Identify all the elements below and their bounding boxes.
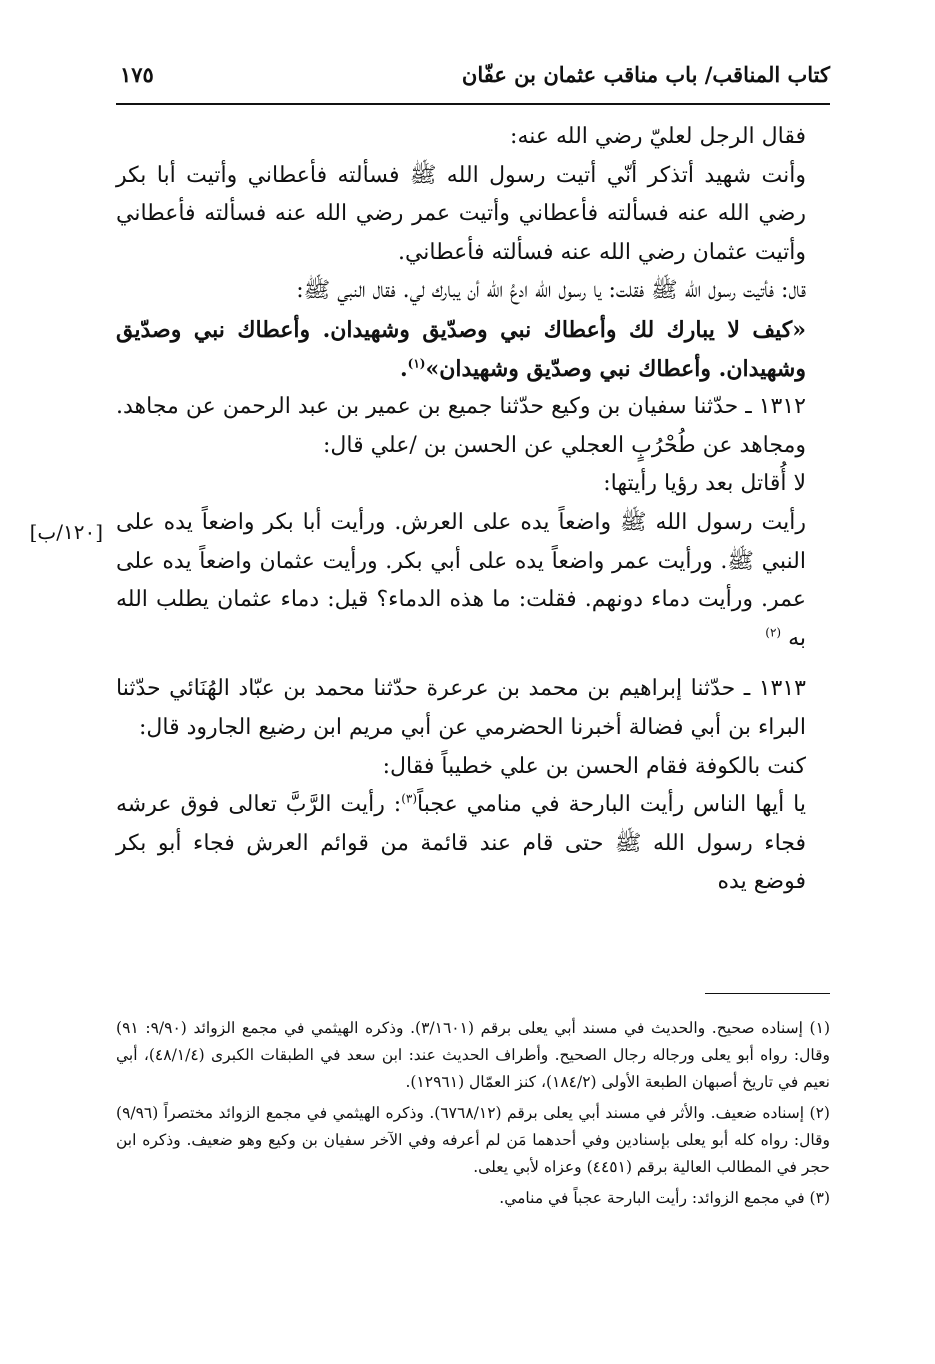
text-paragraph: كنت بالكوفة فقام الحسن بن علي خطيباً فقال: — [382, 753, 806, 779]
footnotes — [116, 1015, 830, 1216]
footnote-ref: (٣) — [401, 791, 418, 806]
text-paragraph: لا أُقاتل بعد رؤيا رأيتها: — [603, 471, 806, 497]
header-divider — [116, 103, 830, 105]
text-paragraph: وأنت شهيد أتذكر أنّي أتيت رسول الله ﷺ فسألته فأعطاني وأتيت أبا بكر رضي الله عنه فسألته فأعطاني وأتيت عمر رضي الله عنه فسألته فأعطاني وأتيت عثمان رضي الله عنه فسألته فأعطاني. — [116, 162, 806, 265]
hadith-1313: ١٣١٣ ـ حدّثنا إبراهيم بن محمد بن عرعرة حدّثنا محمد بن عبّاد الهُنَائي حدّثنا البراء بن أبي فضالة أخبرنا الحضرمي عن أبي مريم ابن رضيع الجارود قال: — [116, 676, 806, 740]
text-paragraph: قال: فأتيت رسول الله ﷺ فقلت: يا رسول الله ادعُ الله أن يبارك لي. فقال النبي ﷺ: — [296, 278, 806, 304]
text-span: يا أيها الناس رأيت البارحة في منامي عجباً — [417, 792, 806, 818]
hadith-quote: «كيف لا يبارك لك وأعطاك نبي وصدّيق وشهيدان. وأعطاك نبي وصدّيق وشهيدان. وأعطاك نبي وصدّيق وشهيدان»$^{(١)}$. — [116, 316, 806, 382]
footnote-divider — [705, 993, 830, 994]
hadith-1312: ١٣١٢ ـ حدّثنا سفيان بن وكيع حدّثنا جميع بن عمير بن عبد الرحمن عن مجاهد. ومجاهد عن طُحْرُبٍ العجلي عن الحسن بن /علي قال: — [116, 394, 806, 458]
text-paragraph — [116, 504, 830, 658]
text-paragraph — [116, 786, 830, 902]
manuscript-folio-marker: [١٢٠/ب] — [29, 520, 103, 544]
footnote-ref: (١) — [407, 356, 426, 371]
text-span: رأيت رسول الله ﷺ واضعاً يده على العرش. ورأيت أبا بكر واضعاً يده على النبي ﷺ. ورأيت عمر واضعاً يده على أبي بكر. ورأيت عثمان واضعاً يده على عمر. ورأيت دماء دونهم. فقلت: ما هذه الدماء؟ قيل: دماء عثمان يطلب الله به — [116, 509, 806, 651]
footnote: (٣) في مجمع الزوائد: رأيت البارحة عجباً في منامي. — [499, 1189, 830, 1207]
running-header-title: كتاب المناقب/ باب مناقب عثمان بن عفّان — [461, 62, 830, 87]
main-text — [116, 118, 830, 902]
page-number: ١٧٥ — [120, 62, 154, 87]
footnote: (٢) إسناده ضعيف. والأثر في مسند أبي يعلى برقم (٦٧٦٨/١٢). وذكره الهيثمي في مجمع الزوائد مختصراً (٩/٩٦) وقال: رواه كله أبو يعلى بإسنادين وفي أحدهما مَن لم أعرفه وفي الآخر سفيان بن وكيع وهو ضعيف. وذكره ابن حجر في المطالب العالية برقم (٤٤٥١) وعزاه لأبي يعلى. — [116, 1104, 830, 1176]
footnote: (١) إسناده صحيح. والحديث في مسند أبي يعلى برقم (٣/١٦٠١). وذكره الهيثمي في مجمع الزوائد (٩/٩٠: ٩١) وقال: رواه أبو يعلى ورجاله رجال الصحيح. وأطراف الحديث عند: ابن سعد في الطبقات الكبرى (٤٨/١/٤)، أبي نعيم في تاريخ أصبهان الطبعة الأولى (١٨٤/٢)، كنز العمّال (١٢٩٦١). — [116, 1019, 830, 1091]
footnote-ref: (٢) — [765, 625, 782, 640]
text-paragraph: فقال الرجل لعليّ رضي الله عنه: — [510, 124, 806, 149]
text-span: : رأيت الرَّبَّ تعالى فوق عرشه فجاء رسول الله ﷺ حتى قام عند قائمة من قوائم العرش فجاء أبو بكر فوضع يده — [116, 792, 806, 895]
hadith-text: «كيف لا يبارك لك وأعطاك نبي وصدّيق وشهيدان. وأعطاك نبي وصدّيق وشهيدان. وأعطاك نبي وصدّيق وشهيدان» — [116, 316, 806, 382]
